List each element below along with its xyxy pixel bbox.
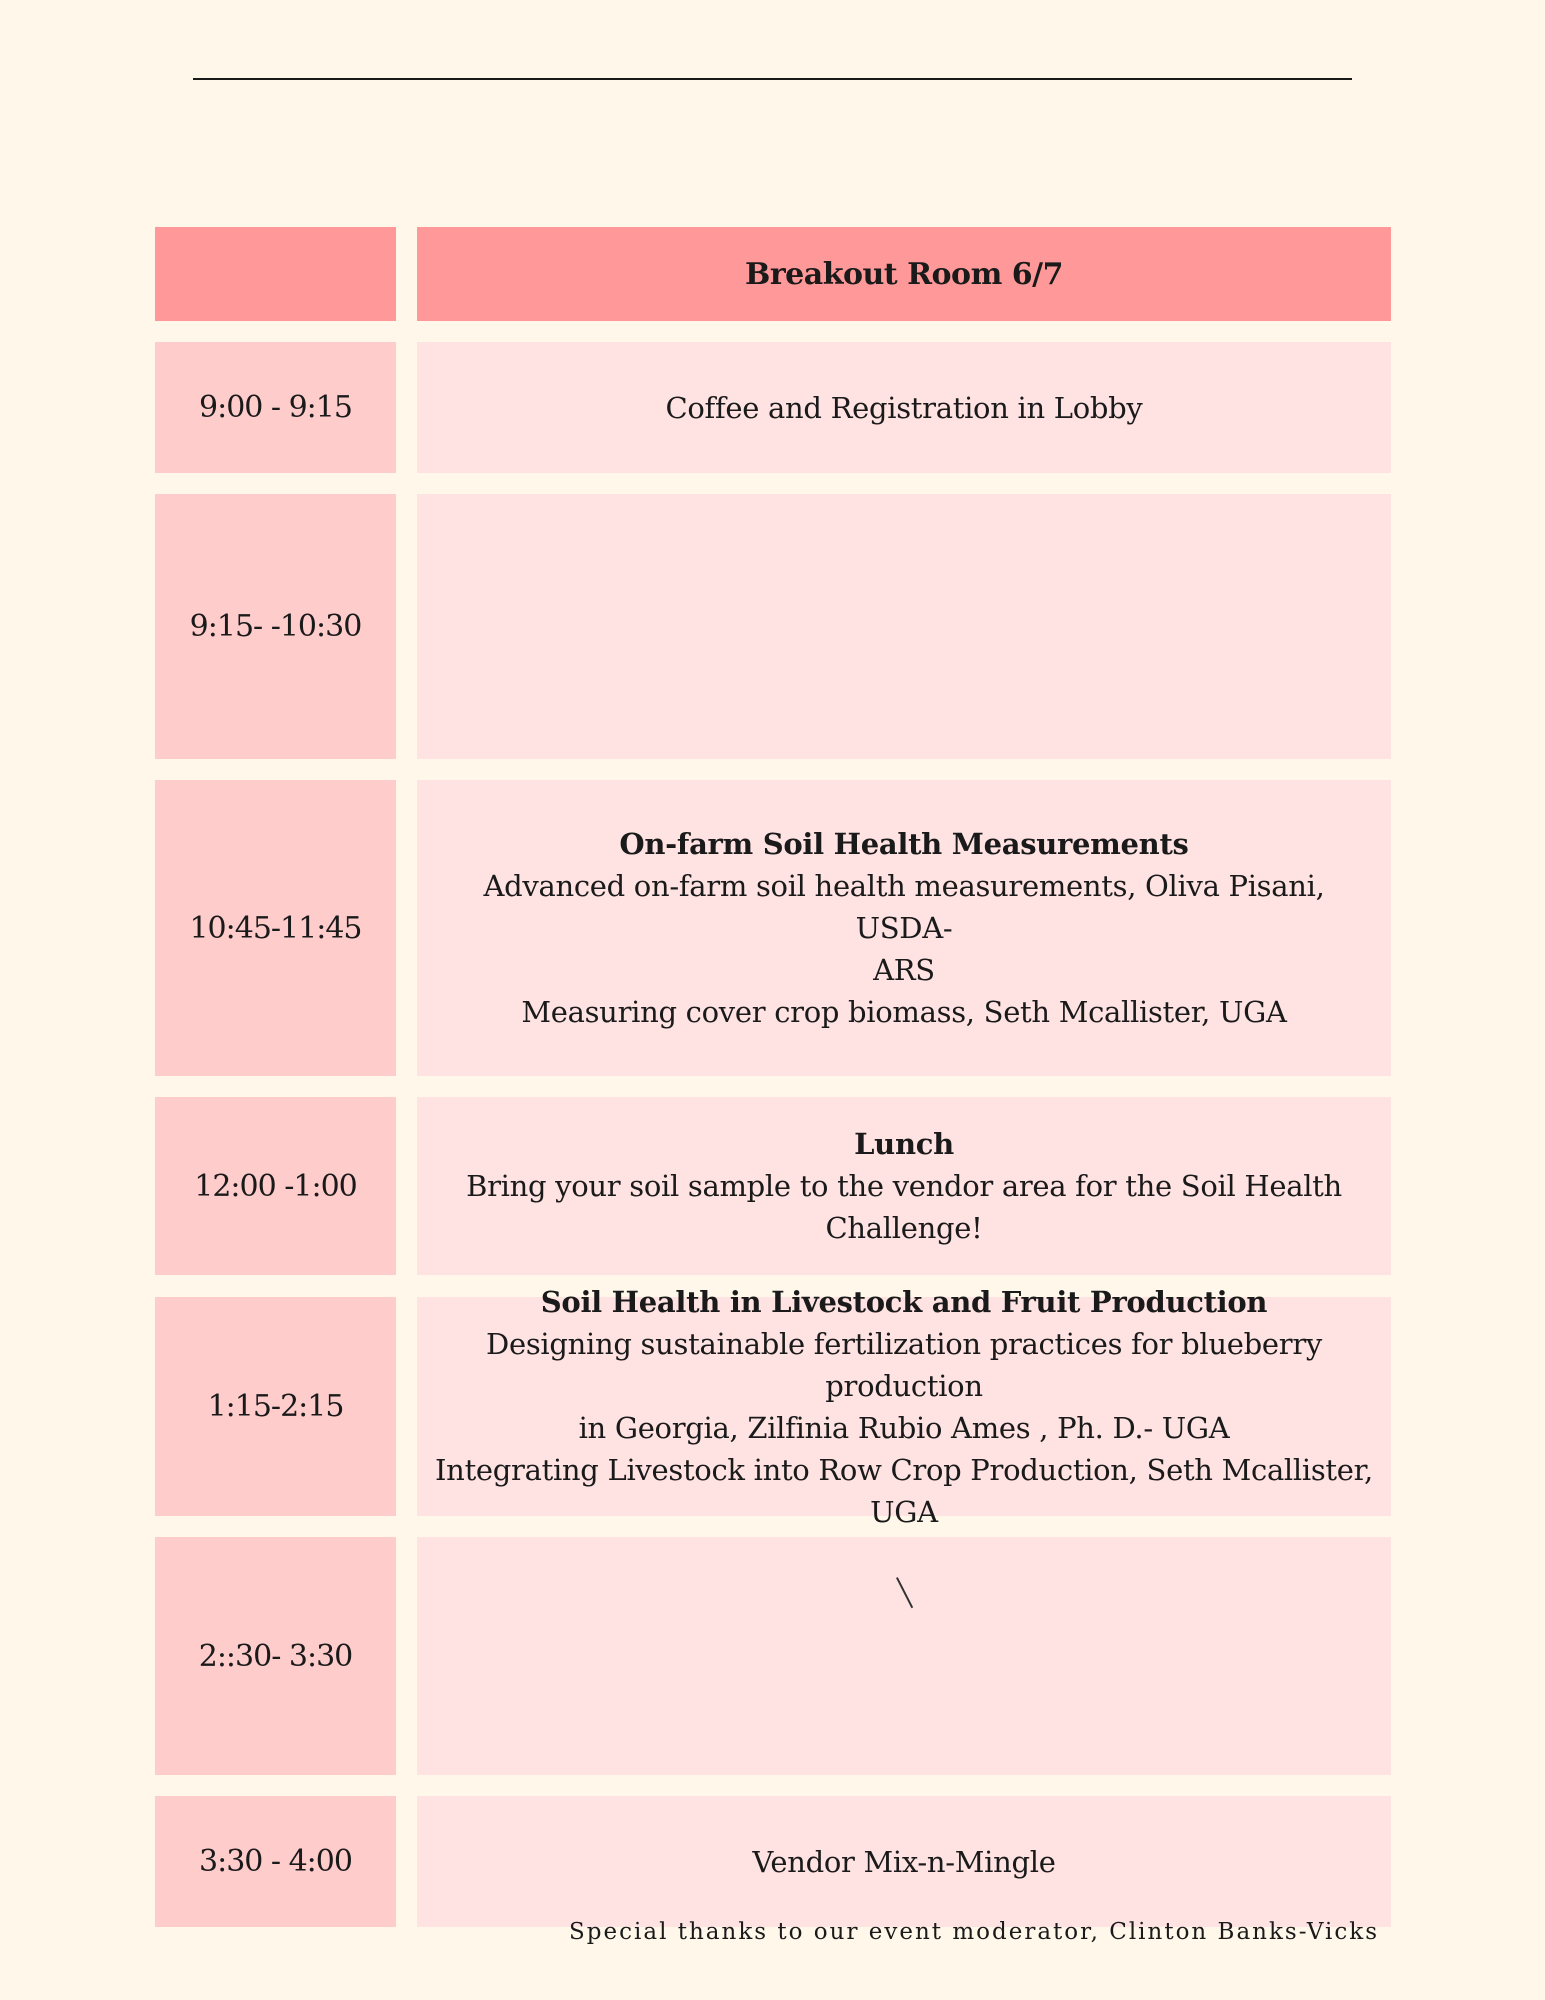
time-label: 2::30- 3:30 (198, 1638, 353, 1674)
session-cell (417, 1537, 1391, 1775)
top-rule (193, 78, 1352, 80)
time-cell (155, 1097, 396, 1275)
header-time-cell (155, 227, 396, 321)
time-cell (155, 780, 396, 1076)
session-cell (417, 1284, 1391, 1529)
room-title: Breakout Room 6/7 (745, 256, 1063, 292)
time-cell (155, 1537, 396, 1775)
header-room-cell (417, 227, 1391, 321)
session-line: in Georgia, Zilfinia Rubio Ames , Ph. D.- UGA (578, 1410, 1230, 1445)
session-cell (417, 342, 1391, 473)
session-line: Measuring cover crop biomass, Seth Mcallister, UGA (521, 995, 1287, 1029)
time-label: 9:15- -10:30 (189, 609, 362, 644)
session-line: ARS (873, 953, 935, 987)
session-line: Advanced on-farm soil health measurements, Oliva Pisani, USDA- (483, 869, 1325, 945)
time-cell (155, 342, 396, 473)
time-cell (155, 494, 396, 759)
moderator-thanks: Special thanks to our event moderator, Clinton Banks-Vicks (569, 1919, 1379, 1945)
session-title: Lunch (854, 1127, 954, 1161)
session-cell (417, 494, 1391, 759)
time-label: 3:30 - 4:00 (199, 1844, 352, 1879)
session-line: Challenge! (825, 1211, 983, 1245)
session-cell (417, 1796, 1391, 1927)
session-title: Soil Health in Livestock and Fruit Production (540, 1284, 1268, 1319)
time-cell (155, 1796, 396, 1927)
session-cell (417, 1097, 1391, 1275)
session-line: Designing sustainable fertilization practices for blueberry production (486, 1326, 1322, 1403)
session-line: Coffee and Registration in Lobby (665, 390, 1143, 425)
time-cell (155, 1297, 396, 1516)
session-line: Bring your soil sample to the vendor area for the Soil Health (466, 1169, 1342, 1203)
session-line: Integrating Livestock into Row Crop Production, Seth Mcallister, UGA (435, 1452, 1373, 1529)
time-label: 9:00 - 9:15 (199, 390, 352, 425)
session-title: On-farm Soil Health Measurements (619, 827, 1189, 861)
session-cell (417, 780, 1391, 1076)
session-line: Vendor Mix-n-Mingle (752, 1844, 1056, 1879)
time-label: 10:45-11:45 (189, 910, 362, 946)
time-label: 12:00 -1:00 (194, 1168, 357, 1204)
time-label: 1:15-2:15 (207, 1389, 344, 1424)
